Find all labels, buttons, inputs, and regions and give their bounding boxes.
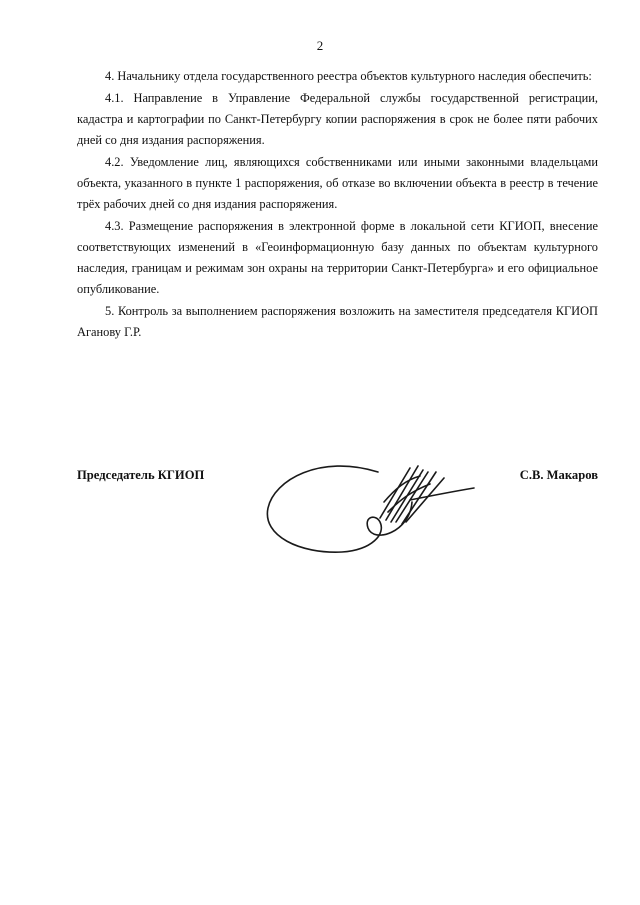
handwritten-signature [260,442,480,562]
page-number: 2 [316,38,324,53]
signature-block [77,468,598,558]
signer-name: С.В. Макаров [519,468,598,482]
signer-title: Председатель КГИОП [77,468,205,482]
paragraph-4-2: 4.2. Уведомление лиц, являющихся собственниками или иными законными владельцами объекта, указанного в пункте 1 распоряжения, об отказе во включении объекта в реестр в течение трёх рабочих дней со дня издания распоряжения. [77,155,598,211]
paragraph-4-1: 4.1. Направление в Управление Федеральной службы государственной регистрации, кадастра и картографии по Санкт-Петербургу копии распоряжения в срок не более пяти рабочих дней со дня издания распоряжения. [77,91,598,147]
document-body [77,66,598,344]
paragraph-4: 4. Начальнику отдела государственного реестра объектов культурного наследия обеспечить: [105,69,592,83]
paragraph-5: 5. Контроль за выполнением распоряжения возложить на заместителя председателя КГИОП Аганову Г.Р. [77,304,598,339]
paragraph-4-3: 4.3. Размещение распоряжения в электронной форме в локальной сети КГИОП, внесение соответствующих изменений в «Геоинформационную базу данных по объектам культурного наследия, границам и режимам зон охраны на территории Санкт-Петербурга» и его официальное опубликование. [77,219,598,296]
